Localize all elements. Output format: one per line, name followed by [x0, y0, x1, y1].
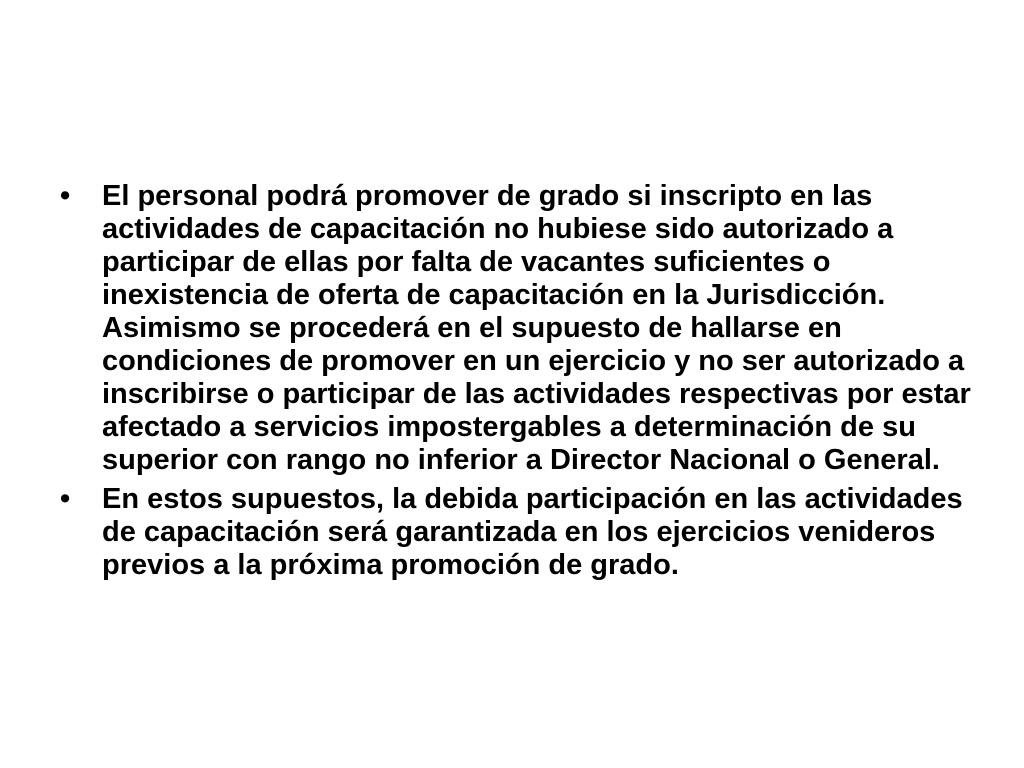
bullet-marker: •: [60, 483, 71, 515]
bullet-list: [60, 180, 980, 588]
bullet-item-2: [60, 483, 980, 582]
bullet-marker: •: [60, 180, 71, 212]
bullet-item-1: [60, 180, 980, 477]
bullet-text: En estos supuestos, la debida participación en las actividades de capacitación será garantizada en los ejercicios venideros previos a la próxima promoción de grado.: [102, 483, 963, 581]
bullet-text: El personal podrá promover de grado si inscripto en las actividades de capacitación no hubiese sido autorizado a participar de ellas por falta de vacantes suficientes o inexistencia de oferta de capacitación en la Jurisdicción. Asimismo se procederá en el supuesto de hallarse en condiciones de promover en un ejercicio y no ser autorizado a inscribirse o participar de las actividades respectivas por estar afectado a servicios impostergables a determinación de su superior con rango no inferior a Director Nacional o General.: [102, 180, 971, 476]
